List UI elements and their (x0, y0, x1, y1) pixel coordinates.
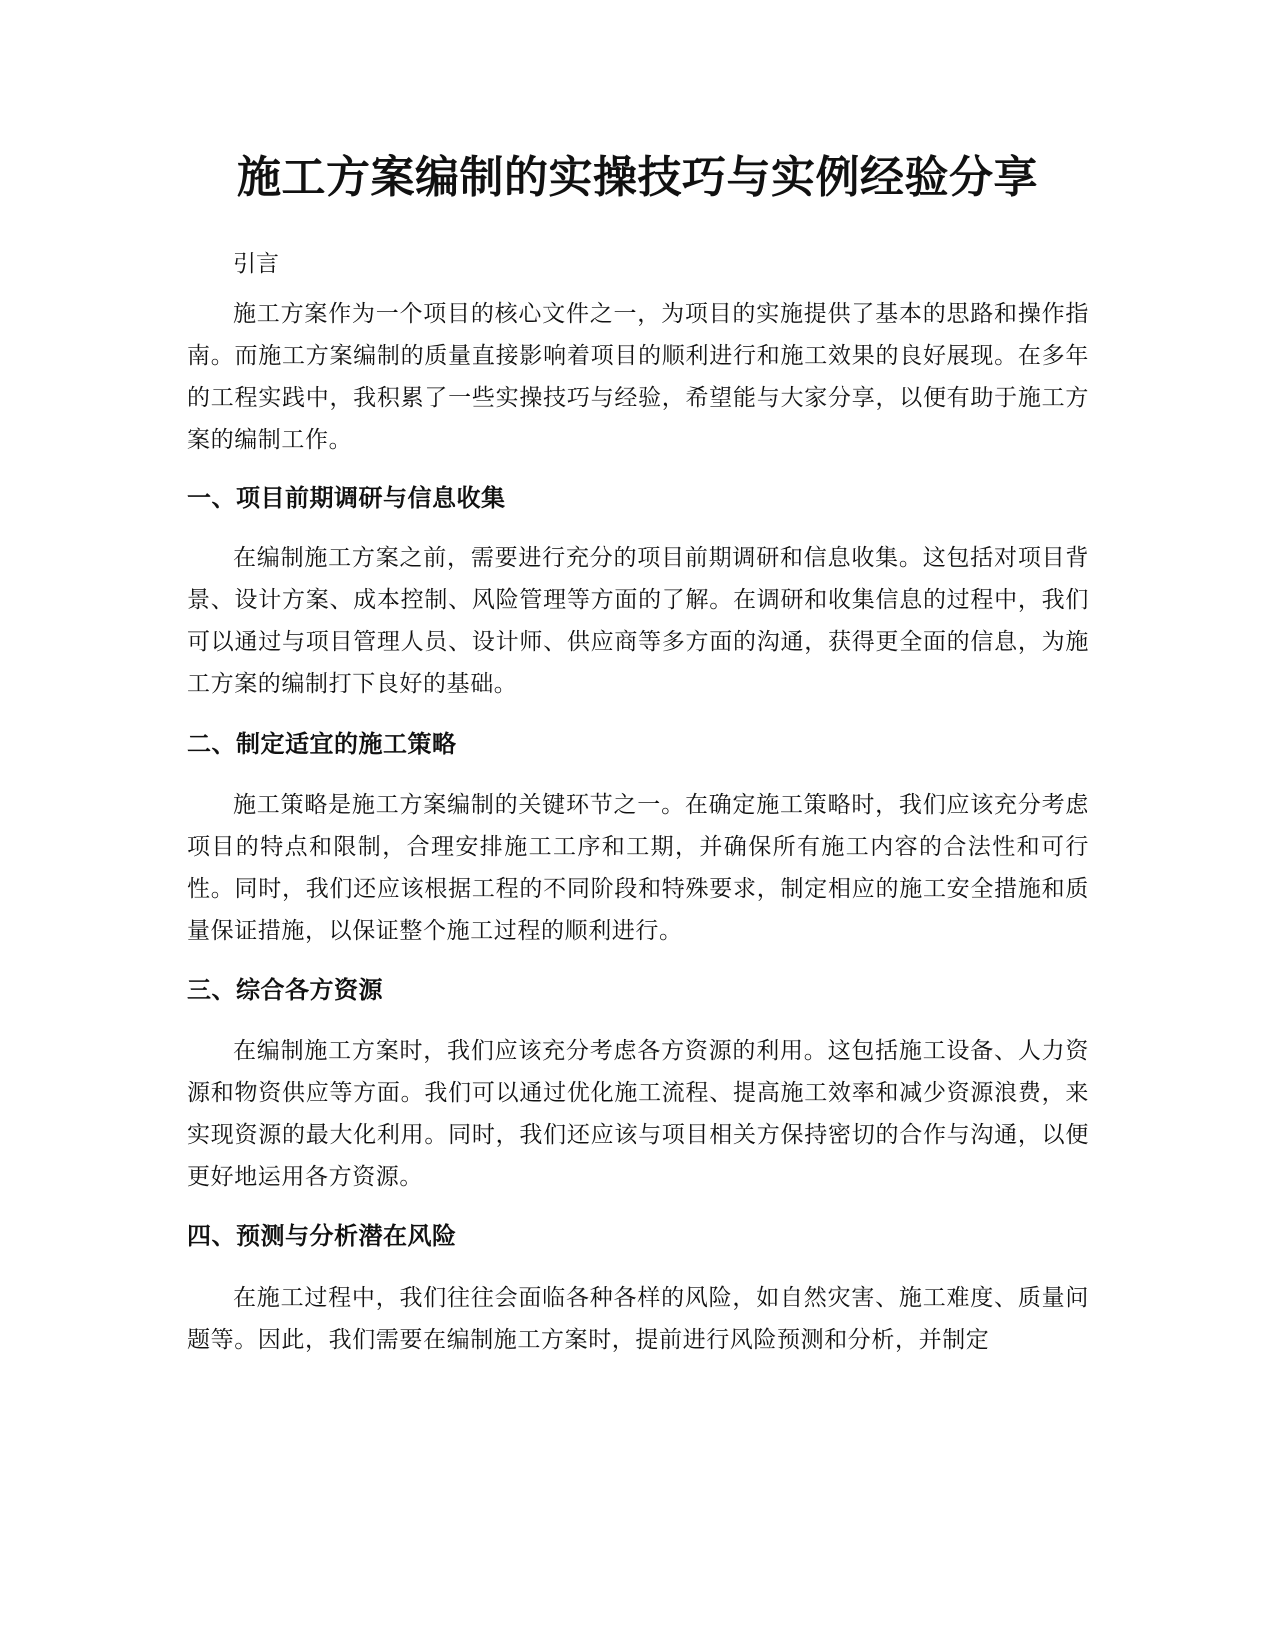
intro-paragraph: 施工方案作为一个项目的核心文件之一，为项目的实施提供了基本的思路和操作指南。而施工方案编制的质量直接影响着项目的顺利进行和施工效果的良好展现。在多年的工程实践中，我积累了一些实操技巧与经验，希望能与大家分享，以便有助于施工方案的编制工作。 (187, 301, 1089, 453)
section-2-paragraph: 施工策略是施工方案编制的关键环节之一。在确定施工策略时，我们应该充分考虑项目的特点和限制，合理安排施工工序和工期，并确保所有施工内容的合法性和可行性。同时，我们还应该根据工程的不同阶段和特殊要求，制定相应的施工安全措施和质量保证措施，以保证整个施工过程的顺利进行。 (187, 792, 1089, 944)
section-4-paragraph: 在施工过程中，我们往往会面临各种各样的风险，如自然灾害、施工难度、质量问题等。因此，我们需要在编制施工方案时，提前进行风险预测和分析，并制定 (187, 1285, 1089, 1353)
document-title: 施工方案编制的实操技巧与实例经验分享 (237, 152, 1038, 203)
section-1-heading: 一、项目前期调研与信息收集 (187, 484, 506, 512)
section-3-heading: 三、综合各方资源 (187, 976, 383, 1004)
section-3-paragraph: 在编制施工方案时，我们应该充分考虑各方资源的利用。这包括施工设备、人力资源和物资供应等方面。我们可以通过优化施工流程、提高施工效率和减少资源浪费，来实现资源的最大化利用。同时，我们还应该与项目相关方保持密切的合作与沟通，以便更好地运用各方资源。 (187, 1038, 1089, 1190)
intro-label: 引言 (233, 251, 279, 277)
section-1-paragraph: 在编制施工方案之前，需要进行充分的项目前期调研和信息收集。这包括对项目背景、设计方案、成本控制、风险管理等方面的了解。在调研和收集信息的过程中，我们可以通过与项目管理人员、设计师、供应商等多方面的沟通，获得更全面的信息，为施工方案的编制打下良好的基础。 (187, 545, 1089, 697)
section-2-heading: 二、制定适宜的施工策略 (187, 730, 457, 758)
section-4-heading: 四、预测与分析潜在风险 (187, 1222, 457, 1250)
